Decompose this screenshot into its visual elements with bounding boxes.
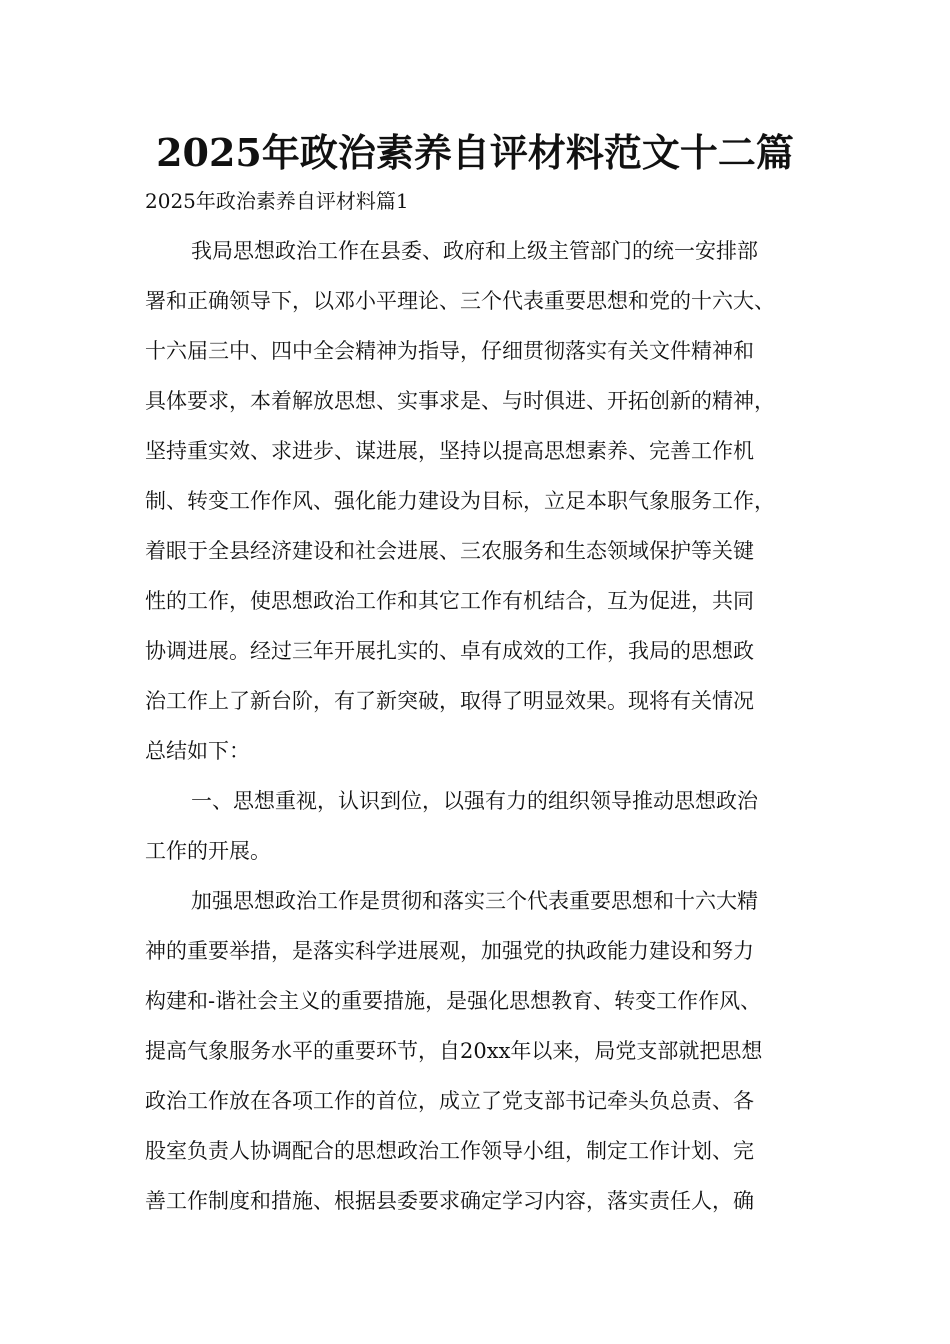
paragraph-2-line-2: 工作的开展。	[145, 839, 271, 863]
paragraph-1-line-9: 协调进展。经过三年开展扎实的、卓有成效的工作，我局的思想政	[145, 639, 754, 663]
document-title: 2025年政治素养自评材料范文十二篇	[156, 130, 794, 175]
paragraph-3-line-1: 加强思想政治工作是贯彻和落实三个代表重要思想和十六大精	[191, 889, 758, 913]
paragraph-1-line-3: 十六届三中、四中全会精神为指导，仔细贯彻落实有关文件精神和	[145, 339, 754, 363]
paragraph-3-line-4: 提高气象服务水平的重要环节，自20xx年以来，局党支部就把思想	[145, 1039, 763, 1063]
paragraph-1-line-2: 署和正确领导下，以邓小平理论、三个代表重要思想和党的十六大、	[145, 289, 775, 313]
paragraph-1-line-4: 具体要求，本着解放思想、实事求是、与时俱进、开拓创新的精神，	[145, 389, 775, 413]
paragraph-1-line-7: 着眼于全县经济建设和社会进展、三农服务和生态领域保护等关键	[145, 539, 754, 563]
paragraph-2-line-1: 一、思想重视，认识到位，以强有力的组织领导推动思想政治	[191, 789, 758, 813]
paragraph-3-line-7: 善工作制度和措施、根据县委要求确定学习内容，落实责任人，确	[145, 1189, 754, 1213]
paragraph-3-line-6: 股室负责人协调配合的思想政治工作领导小组，制定工作计划、完	[145, 1139, 754, 1163]
paragraph-1-line-11: 总结如下：	[145, 739, 250, 763]
paragraph-1-line-1: 我局思想政治工作在县委、政府和上级主管部门的统一安排部	[191, 239, 758, 263]
section-heading: 2025年政治素养自评材料篇1	[145, 189, 409, 213]
paragraph-1-line-5: 坚持重实效、求进步、谋进展，坚持以提高思想素养、完善工作机	[145, 439, 754, 463]
paragraph-3-line-2: 神的重要举措，是落实科学进展观，加强党的执政能力建设和努力	[145, 939, 754, 963]
paragraph-1-line-10: 治工作上了新台阶，有了新突破，取得了明显效果。现将有关情况	[145, 689, 754, 713]
paragraph-3-line-5: 政治工作放在各项工作的首位，成立了党支部书记牵头负总责、各	[145, 1089, 754, 1113]
paragraph-3-line-3: 构建和-谐社会主义的重要措施，是强化思想教育、转变工作作风、	[145, 989, 762, 1013]
paragraph-1-line-8: 性的工作，使思想政治工作和其它工作有机结合，互为促进，共同	[145, 589, 754, 613]
paragraph-1-line-6: 制、转变工作作风、强化能力建设为目标，立足本职气象服务工作，	[145, 489, 775, 513]
